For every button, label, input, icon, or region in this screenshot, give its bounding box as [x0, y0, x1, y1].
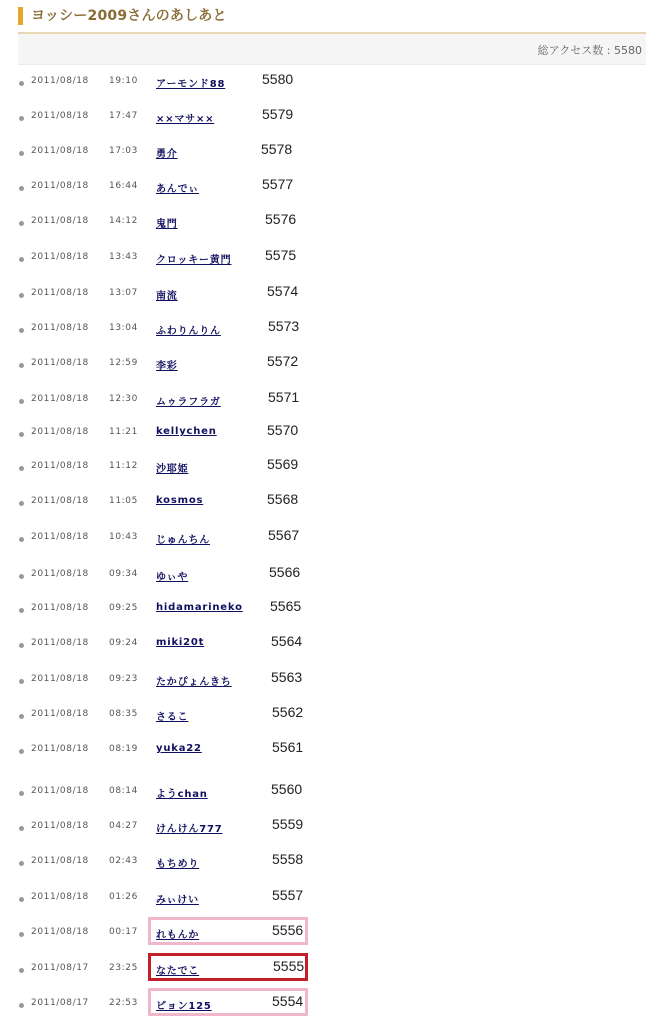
visitor-name-link[interactable]: 沙耶姫	[156, 464, 189, 475]
bullet-icon	[19, 1003, 24, 1008]
footprint-row	[0, 318, 340, 341]
visit-time: 11:21	[109, 427, 138, 437]
visitor-name-link[interactable]: もちめり	[156, 859, 200, 870]
visit-time: 02:43	[109, 856, 138, 866]
total-access-count: 総アクセス数 : 5580	[537, 44, 642, 57]
visit-date: 2011/08/18	[31, 856, 89, 866]
visitor-name-link[interactable]: アーモンド88	[156, 79, 226, 90]
visit-date: 2011/08/18	[31, 821, 89, 831]
visit-date: 2011/08/18	[31, 744, 89, 754]
footprint-row	[0, 887, 340, 910]
visit-time: 04:27	[109, 821, 138, 831]
visit-date: 2011/08/18	[31, 461, 89, 471]
visit-date: 2011/08/18	[31, 146, 89, 156]
visitor-name-link[interactable]: 鬼門	[156, 219, 178, 230]
visit-time: 17:03	[109, 146, 138, 156]
bullet-icon	[19, 537, 24, 542]
footprint-row	[0, 176, 340, 199]
bullet-icon	[19, 749, 24, 754]
visit-time: 14:12	[109, 216, 138, 226]
visit-time: 16:44	[109, 181, 138, 191]
visit-number: 5566	[269, 564, 301, 580]
page-title: ヨッシー2009さんのあしあと	[31, 8, 227, 24]
visit-time: 13:04	[109, 323, 138, 333]
visit-number: 5560	[271, 781, 303, 797]
visit-time: 09:34	[109, 569, 138, 579]
visit-date: 2011/08/18	[31, 181, 89, 191]
visit-time: 22:53	[109, 998, 138, 1008]
visit-date: 2011/08/18	[31, 532, 89, 542]
visit-number: 5575	[265, 247, 297, 263]
footprint-row	[0, 422, 340, 445]
footprint-row	[0, 781, 340, 804]
visit-number: 5568	[267, 491, 299, 507]
visit-time: 08:35	[109, 709, 138, 719]
visit-number: 5578	[261, 141, 293, 157]
visitor-name-link[interactable]: ふわりんりん	[156, 326, 221, 337]
visitor-name-link[interactable]: ゆぃや	[156, 572, 189, 583]
visit-number: 5570	[267, 422, 299, 438]
footprint-row	[0, 491, 340, 514]
visit-date: 2011/08/18	[31, 709, 89, 719]
bullet-icon	[19, 293, 24, 298]
visit-date: 2011/08/18	[31, 569, 89, 579]
visit-date: 2011/08/18	[31, 252, 89, 262]
visit-time: 17:47	[109, 111, 138, 121]
bullet-icon	[19, 608, 24, 613]
visit-date: 2011/08/18	[31, 638, 89, 648]
visitor-name-link[interactable]: 南流	[156, 291, 178, 302]
visit-date: 2011/08/18	[31, 786, 89, 796]
visitor-name-link[interactable]: けんけん777	[156, 824, 223, 835]
visit-time: 11:12	[109, 461, 138, 471]
bullet-icon	[19, 643, 24, 648]
bullet-icon	[19, 466, 24, 471]
bullet-icon	[19, 932, 24, 937]
footprint-row	[0, 211, 340, 234]
visit-number: 5559	[272, 816, 304, 832]
visit-time: 12:30	[109, 394, 138, 404]
footprint-row	[0, 456, 340, 479]
bullet-icon	[19, 221, 24, 226]
visit-number: 5554	[272, 993, 304, 1009]
visitor-name-link[interactable]: あんでぃ	[156, 184, 199, 195]
visit-date: 2011/08/17	[31, 998, 89, 1008]
visitor-name-link[interactable]: ようchan	[156, 789, 208, 800]
visit-time: 09:25	[109, 603, 138, 613]
visitor-name-link[interactable]: みぃけい	[156, 895, 199, 906]
footprint-row	[0, 739, 340, 762]
visit-time: 09:24	[109, 638, 138, 648]
footprint-row	[0, 106, 340, 129]
visitor-name-link[interactable]: kellychen	[156, 426, 217, 437]
visit-date: 2011/08/18	[31, 76, 89, 86]
visitor-name-link[interactable]: kosmos	[156, 495, 204, 506]
visit-date: 2011/08/18	[31, 892, 89, 902]
footprint-row	[0, 704, 340, 727]
visit-number: 5571	[268, 389, 300, 405]
visit-time: 08:14	[109, 786, 138, 796]
visit-time: 00:17	[109, 927, 138, 937]
visit-date: 2011/08/18	[31, 111, 89, 121]
footprint-row	[0, 141, 340, 164]
visit-number: 5562	[272, 704, 304, 720]
visit-number: 5574	[267, 283, 299, 299]
highlight-box	[148, 988, 308, 1016]
visit-number: 5563	[271, 669, 303, 685]
bullet-icon	[19, 328, 24, 333]
visitor-name-link[interactable]: 李彩	[156, 361, 178, 372]
bullet-icon	[19, 791, 24, 796]
footprint-row	[0, 71, 340, 94]
visitor-name-link[interactable]: さるこ	[156, 712, 189, 723]
visit-number: 5579	[262, 106, 294, 122]
visitor-name-link[interactable]: ××マサ××	[156, 114, 215, 125]
visit-date: 2011/08/18	[31, 603, 89, 613]
visit-number: 5577	[262, 176, 294, 192]
footprint-row	[0, 353, 340, 376]
visitor-name-link[interactable]: なたでこ	[156, 966, 200, 977]
footprint-row	[0, 389, 340, 412]
visitor-name-link[interactable]: たかぴょんきち	[156, 677, 232, 688]
footprint-row	[0, 816, 340, 839]
visit-number: 5567	[268, 527, 300, 543]
bullet-icon	[19, 432, 24, 437]
bullet-icon	[19, 574, 24, 579]
visit-number: 5573	[268, 318, 300, 334]
visitor-name-link[interactable]: ムゥラフラガ	[156, 397, 221, 408]
visitor-name-link[interactable]: yuka22	[156, 743, 202, 754]
visitor-name-link[interactable]: れもんか	[156, 930, 200, 941]
visit-number: 5580	[262, 71, 294, 87]
footprint-row	[0, 527, 340, 550]
visit-time: 01:26	[109, 892, 138, 902]
visitor-name-link[interactable]: ピョン125	[156, 1001, 212, 1012]
visitor-name-link[interactable]: 勇介	[156, 149, 178, 160]
bullet-icon	[19, 399, 24, 404]
visit-number: 5565	[270, 598, 302, 614]
bullet-icon	[19, 679, 24, 684]
bullet-icon	[19, 968, 24, 973]
visit-number: 5572	[267, 353, 299, 369]
bullet-icon	[19, 363, 24, 368]
visit-date: 2011/08/18	[31, 674, 89, 684]
footprint-row	[0, 247, 340, 270]
footprint-row	[0, 669, 340, 692]
visit-number: 5576	[265, 211, 297, 227]
visit-time: 10:43	[109, 532, 138, 542]
visitor-name-link[interactable]: hidamarineko	[156, 602, 243, 613]
visit-number: 5556	[272, 922, 304, 938]
visit-time: 08:19	[109, 744, 138, 754]
visit-date: 2011/08/17	[31, 963, 89, 973]
highlight-box	[148, 917, 308, 945]
visit-time: 13:43	[109, 252, 138, 262]
bullet-icon	[19, 151, 24, 156]
visitor-name-link[interactable]: クロッキー黄門	[156, 255, 232, 266]
visit-time: 13:07	[109, 288, 138, 298]
bullet-icon	[19, 861, 24, 866]
visit-date: 2011/08/18	[31, 927, 89, 937]
visit-date: 2011/08/18	[31, 216, 89, 226]
visit-time: 11:05	[109, 496, 138, 506]
visit-number: 5564	[271, 633, 303, 649]
highlight-box	[148, 953, 308, 981]
visit-number: 5557	[272, 887, 304, 903]
footprint-row	[0, 633, 340, 656]
visit-date: 2011/08/18	[31, 394, 89, 404]
visit-number: 5561	[272, 739, 304, 755]
footprint-row	[0, 851, 340, 874]
footprint-row	[0, 598, 340, 621]
visit-time: 23:25	[109, 963, 138, 973]
bullet-icon	[19, 826, 24, 831]
bullet-icon	[19, 186, 24, 191]
bullet-icon	[19, 897, 24, 902]
bullet-icon	[19, 81, 24, 86]
visit-time: 12:59	[109, 358, 138, 368]
visit-date: 2011/08/18	[31, 358, 89, 368]
visit-number: 5555	[273, 958, 305, 974]
footprint-row	[0, 564, 340, 587]
visit-date: 2011/08/18	[31, 427, 89, 437]
visit-number: 5558	[272, 851, 304, 867]
bullet-icon	[19, 714, 24, 719]
bullet-icon	[19, 257, 24, 262]
visitor-name-link[interactable]: miki20t	[156, 637, 205, 648]
bullet-icon	[19, 116, 24, 121]
visit-date: 2011/08/18	[31, 288, 89, 298]
visit-date: 2011/08/18	[31, 496, 89, 506]
visit-date: 2011/08/18	[31, 323, 89, 333]
footprint-row	[0, 283, 340, 306]
bullet-icon	[19, 501, 24, 506]
visit-time: 19:10	[109, 76, 138, 86]
visit-time: 09:23	[109, 674, 138, 684]
visit-number: 5569	[267, 456, 299, 472]
visitor-name-link[interactable]: じゅんちん	[156, 535, 210, 546]
